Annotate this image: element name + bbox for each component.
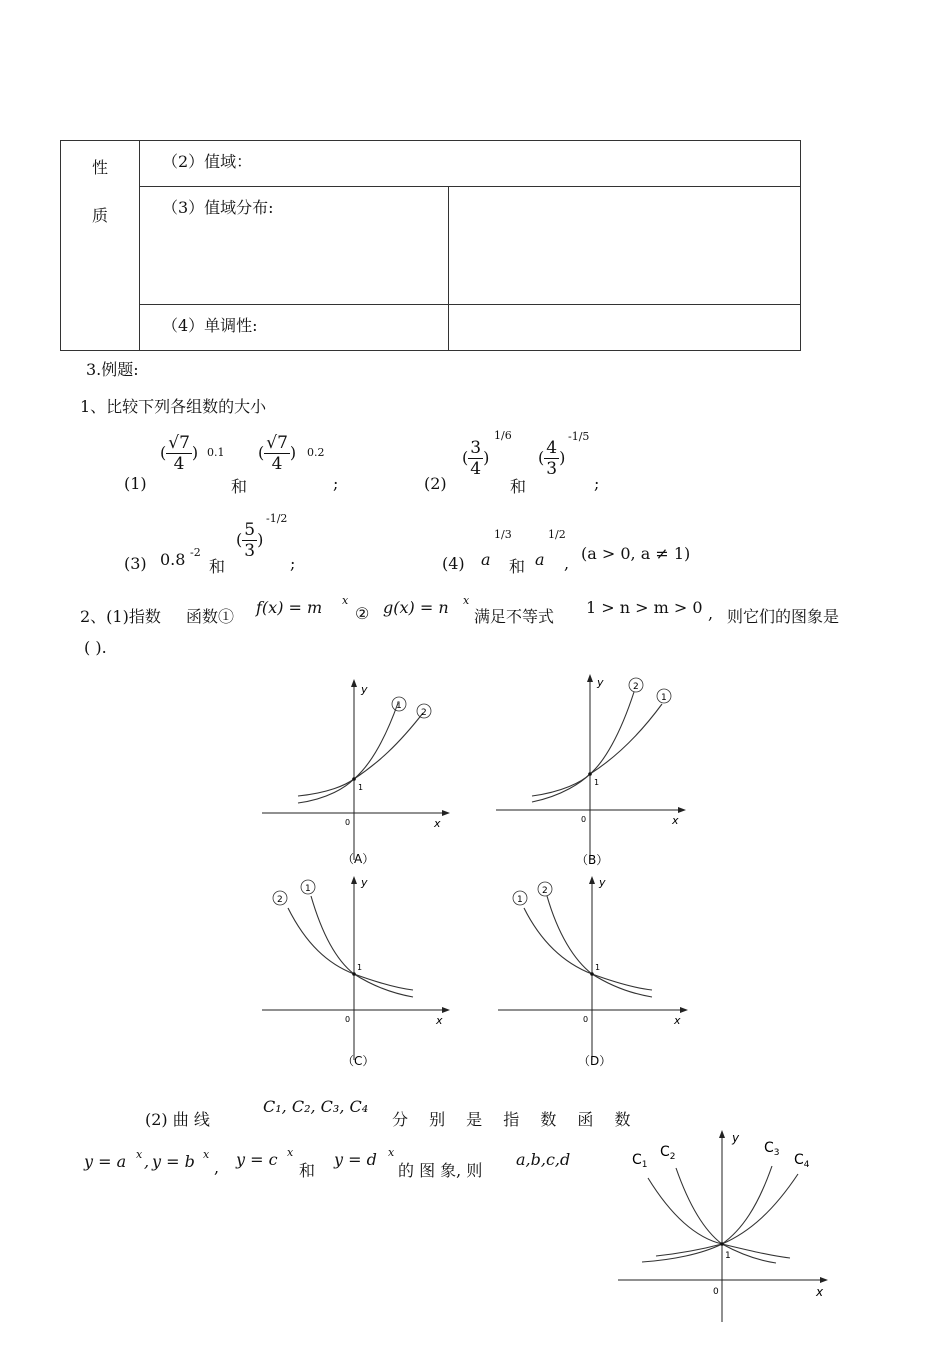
y-arrow-icon xyxy=(719,1130,725,1138)
graph-a xyxy=(258,675,458,870)
row-monotonicity-label: （4）单调性: xyxy=(162,316,258,335)
x-arrow-icon xyxy=(678,807,686,813)
curve-c4 xyxy=(656,1174,798,1256)
q1-p3-a: 0.8 xyxy=(160,550,186,569)
q1-p4-cond: (a > 0, a ≠ 1) xyxy=(581,544,691,563)
q2-g-expr: g(x) = n xyxy=(383,598,449,617)
q1-p2-a: ( $\frac{3}{4}$ ) xyxy=(462,438,490,479)
label-c3: $C_3$ xyxy=(764,1140,780,1158)
svg-text:0: 0 xyxy=(583,1015,589,1024)
x-arrow-icon xyxy=(820,1277,828,1283)
svg-text:x: x xyxy=(674,1014,681,1027)
q1-p4-b: a xyxy=(535,550,545,569)
svg-text:0: 0 xyxy=(713,1287,719,1297)
q2-f-expr: f(x) = m xyxy=(256,598,323,617)
curve-label-1: 1 xyxy=(396,701,402,711)
q2-ya: y = a xyxy=(84,1152,127,1171)
y-arrow-icon xyxy=(351,679,357,687)
row-range xyxy=(140,141,801,187)
x-arrow-icon xyxy=(680,1007,688,1013)
q2-circle2: ② xyxy=(355,604,370,623)
q2-yd: y = d xyxy=(334,1150,377,1169)
row-distribution xyxy=(140,187,449,305)
svg-text:1: 1 xyxy=(305,884,311,894)
q1-p1-label: (1) xyxy=(124,474,147,493)
q1-p3-b-den: 3 xyxy=(244,541,256,561)
q2-p2-text1: 分 别 是 指 数 函 数 xyxy=(392,1110,639,1129)
curve-2 xyxy=(547,896,652,997)
svg-text:1: 1 xyxy=(595,963,601,972)
q2-yc: y = c xyxy=(236,1150,278,1169)
graph-c xyxy=(258,872,458,1072)
q1-p1-b: ( $\frac{√7}{4}$ ) xyxy=(258,433,297,474)
svg-text:x: x xyxy=(436,1014,443,1027)
q2-line2: ( ). xyxy=(84,638,107,657)
row-distribution-label: （3）值域分布: xyxy=(162,198,274,217)
svg-text:1: 1 xyxy=(594,778,600,787)
caption-a: （A） xyxy=(342,852,375,866)
q1-p3-b: ( $\frac{5}{3}$ ) xyxy=(236,520,264,561)
side-label-2: 质 xyxy=(91,206,108,225)
q2-p2-label: (2) 曲 线 xyxy=(145,1110,210,1129)
svg-text:1: 1 xyxy=(517,895,523,905)
svg-text:x: x xyxy=(816,1285,824,1299)
curve-label-2: 2 xyxy=(421,708,427,718)
curve-1 xyxy=(298,703,398,796)
q2-curves-names: C₁, C₂, C₃, C₄ xyxy=(263,1097,369,1116)
q1-p3-b-num: 5 xyxy=(244,520,256,540)
q1-p4-b-exp: 1/2 xyxy=(548,528,566,541)
q1-p4-a-exp: 1/3 xyxy=(494,528,512,541)
q1-p1-b-num: √7 xyxy=(266,433,288,453)
q1-p2-label: (2) xyxy=(424,474,447,493)
svg-text:2: 2 xyxy=(633,682,639,692)
svg-text:1: 1 xyxy=(661,693,667,703)
q1-p3-end: ; xyxy=(290,554,296,573)
caption-c: （C） xyxy=(342,1054,375,1068)
q2-f-sup: x xyxy=(342,594,349,607)
graph-b xyxy=(492,670,692,870)
row-monotonicity xyxy=(140,305,449,351)
q1-p2-b-exp: -1/5 xyxy=(568,430,590,443)
q1-p2-a-den: 4 xyxy=(470,459,482,479)
q2-line1-b: 函数① xyxy=(186,607,235,626)
q2-p2-text2: 的 图 象, 则 xyxy=(398,1161,483,1180)
caption-d: （D） xyxy=(578,1054,612,1068)
q1-p3-label: (3) xyxy=(124,554,147,573)
y-label: y xyxy=(361,683,368,696)
q1-p2-and: 和 xyxy=(510,477,527,496)
q2-line1-e: 则它们的图象是 xyxy=(727,607,840,626)
side-label-1: 性 xyxy=(91,158,108,177)
graph-c1-c4 xyxy=(612,1122,840,1330)
q1-p1-b-exp: 0.2 xyxy=(307,446,325,459)
section-title: 3.例题: xyxy=(86,360,139,379)
q1-p2-a-num: 3 xyxy=(470,438,482,458)
q2-abcd: a,b,c,d xyxy=(516,1150,571,1169)
x-arrow-icon xyxy=(442,1007,450,1013)
graph-d xyxy=(494,872,694,1072)
caption-b: （B） xyxy=(576,853,609,867)
curve-2 xyxy=(288,908,413,990)
svg-text:y: y xyxy=(599,876,606,889)
curve-c2 xyxy=(676,1168,776,1263)
q1-p1-a-num: √7 xyxy=(168,433,190,453)
row-monotonicity-blank xyxy=(449,305,801,351)
origin-label: 0 xyxy=(345,818,351,827)
q1-p3-b-exp: -1/2 xyxy=(266,512,288,525)
q2-ineq: 1 > n > m > 0 xyxy=(586,598,703,617)
label-c4: $C_4$ xyxy=(794,1152,810,1170)
svg-text:y: y xyxy=(732,1131,740,1145)
label-c1: $C_1$ xyxy=(632,1152,648,1170)
q1-p1-a-den: 4 xyxy=(173,454,185,474)
q1-p1-a-exp: 0.1 xyxy=(207,446,225,459)
q2-line1-c: 满足不等式 xyxy=(474,607,555,626)
x-arrow-icon xyxy=(442,810,450,816)
q1-p4-label: (4) xyxy=(442,554,465,573)
row-range-label: （2）值域： xyxy=(162,152,253,171)
curve-1 xyxy=(311,896,413,997)
svg-text:2: 2 xyxy=(542,886,548,896)
q1-p2-b-num: 4 xyxy=(546,438,558,458)
q1-p1-b-den: 4 xyxy=(271,454,283,474)
q1-p4-and: 和 xyxy=(509,557,526,576)
svg-text:0: 0 xyxy=(345,1015,351,1024)
x-label: x xyxy=(434,817,441,830)
q1-p3-a-exp: -2 xyxy=(190,546,201,559)
q1-p2-b: ( $\frac{4}{3}$ ) xyxy=(538,438,566,479)
row-distribution-blank xyxy=(449,187,801,305)
q1-p1-end: ; xyxy=(333,474,339,493)
curve-1 xyxy=(532,704,662,802)
y-arrow-icon xyxy=(589,876,595,884)
q1-p4-a: a xyxy=(481,550,491,569)
curve-1 xyxy=(524,908,652,990)
q2-line1-d: , xyxy=(708,604,714,623)
q1-p3-and: 和 xyxy=(209,557,226,576)
q1-p2-b-den: 3 xyxy=(546,459,558,479)
q1-p1-a: ( $\frac{√7}{4}$ ) xyxy=(160,433,199,474)
q2-line1-a: 2、(1)指数 xyxy=(80,607,161,626)
properties-table xyxy=(60,140,801,351)
svg-text:1: 1 xyxy=(725,1251,731,1261)
y-arrow-icon xyxy=(351,876,357,884)
q1-p2-end: ; xyxy=(594,474,600,493)
q2-g-sup: x xyxy=(463,594,470,607)
label-c2: $C_2$ xyxy=(660,1144,676,1162)
side-label-cell xyxy=(61,141,140,351)
q2-and: 和 xyxy=(299,1161,316,1180)
svg-text:1: 1 xyxy=(357,963,363,972)
svg-text:2: 2 xyxy=(277,895,283,905)
y-arrow-icon xyxy=(587,674,593,682)
svg-text:y: y xyxy=(361,876,368,889)
q1-p1-and: 和 xyxy=(231,477,248,496)
q1-p2-a-exp: 1/6 xyxy=(494,429,512,442)
q1-title: 1、比较下列各组数的大小 xyxy=(80,397,267,416)
svg-text:0: 0 xyxy=(581,815,587,824)
svg-text:y: y xyxy=(597,676,604,689)
q2-yb: y = b xyxy=(152,1152,195,1171)
svg-text:x: x xyxy=(672,814,679,827)
one-label: 1 xyxy=(358,783,364,792)
